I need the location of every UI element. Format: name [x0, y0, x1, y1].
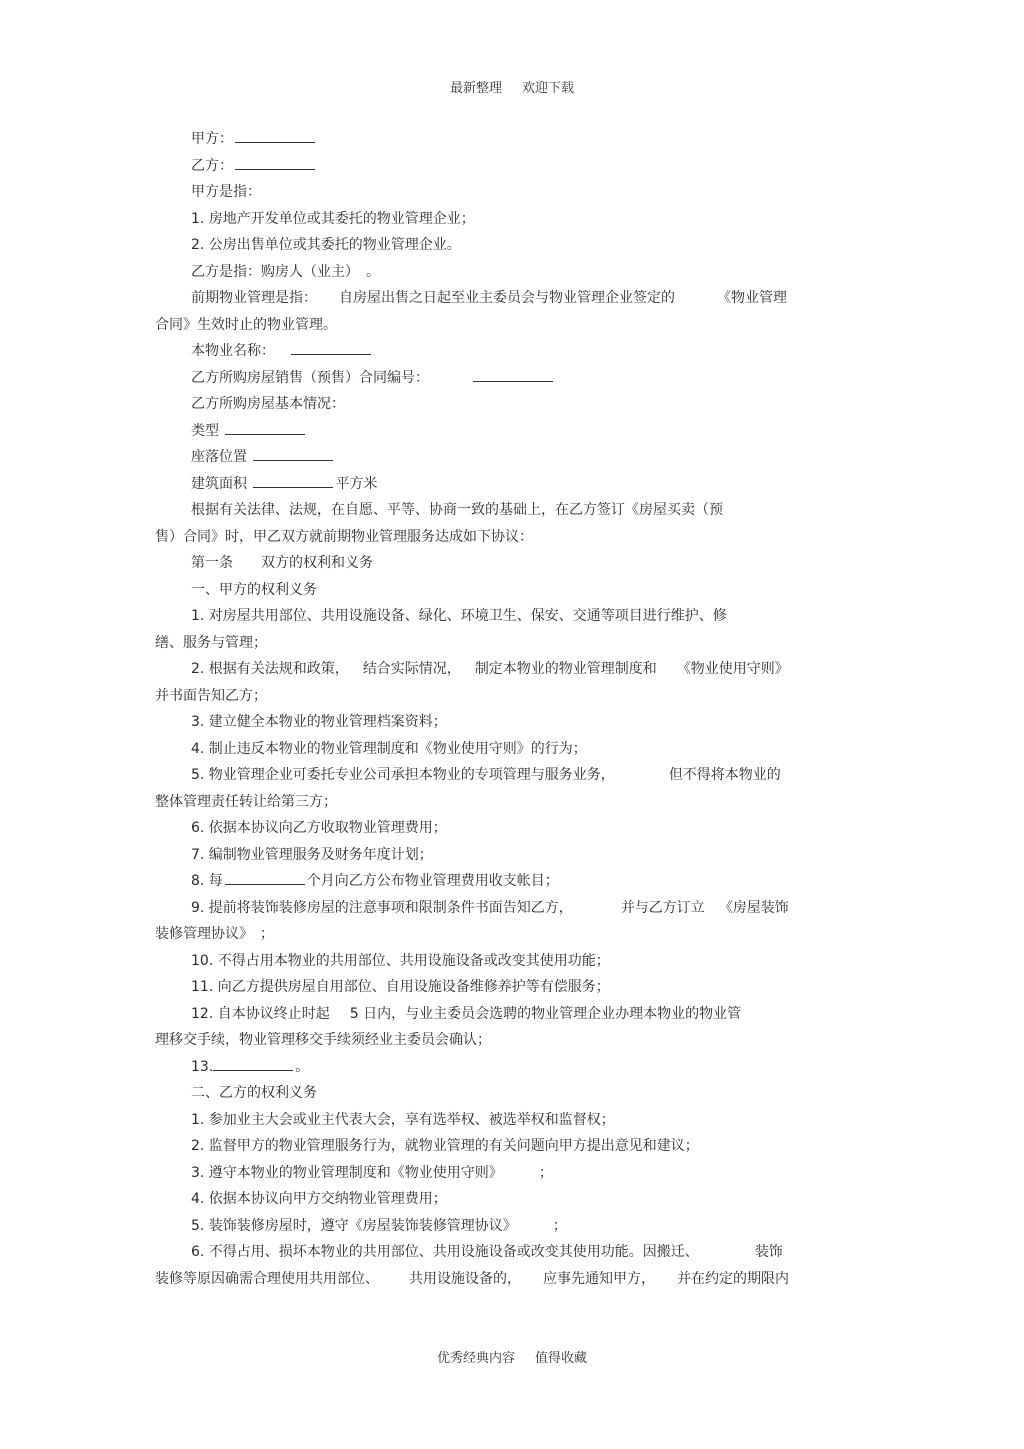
b-right-5 — [155, 1213, 875, 1240]
house-type-label: 类型 — [191, 422, 219, 439]
b-right-6-cont-part: 应事先通知甲方， — [543, 1270, 655, 1287]
party-b-line — [155, 153, 875, 180]
a-right-9-cont: 装修管理协议》 ； — [155, 926, 274, 942]
page-header — [0, 77, 1024, 96]
a-right-7: 7. 编制物业管理服务及财务年度计划； — [191, 846, 433, 863]
a-right-4: 4. 制止违反本物业的物业管理制度和《物业使用守则》的行为； — [191, 740, 587, 757]
a-right-8-blank — [225, 870, 305, 885]
house-area-unit: 平方米 — [335, 475, 378, 492]
a-right-5-part: 但不得将本物业的 — [668, 767, 781, 783]
page-footer — [0, 1347, 1024, 1366]
party-a-item-1: 1. 房地产开发单位或其委托的物业管理企业； — [191, 210, 475, 227]
a-right-10: 10. 不得占用本物业的共用部位、共用设施设备或改变其使用功能； — [191, 952, 610, 969]
article-1-number: 第一条 — [191, 555, 233, 571]
section-2-heading: 二、乙方的权利义务 — [191, 1085, 317, 1101]
a-right-5-part: 5. 物业管理企业可委托专业公司承担本物业的专项管理与服务业务， — [191, 767, 615, 783]
b-right-6-part: 6. 不得占用、损坏本物业的共用部位、共用设施设备或改变其使用功能。因搬迁、 — [191, 1244, 699, 1260]
basis-paragraph-cont: 售）合同》时，甲乙双方就前期物业管理服务达成如下协议： — [155, 528, 533, 545]
party-a-label: 甲方： — [191, 131, 233, 147]
party-a-item-2: 2. 公房出售单位或其委托的物业管理企业。 — [191, 237, 461, 253]
b-right-6-part: 装饰 — [754, 1244, 783, 1260]
a-right-11: 11. 向乙方提供房屋自用部位、自用设施设备维修养护等有偿服务； — [191, 979, 610, 995]
article-1-heading — [155, 550, 875, 577]
house-location-label: 座落位置 — [191, 449, 247, 465]
a-right-9 — [155, 895, 875, 922]
basis-paragraph: 根据有关法律、法规，在自愿、平等、协商一致的基础上，在乙方签订《房屋买卖（预 — [191, 502, 723, 518]
sales-contract-no-line — [155, 365, 875, 392]
a-right-5-cont: 整体管理责任转让给第三方； — [155, 793, 337, 810]
pre-def-part-3: 《物业管理 — [717, 290, 787, 306]
a-right-12 — [155, 1001, 875, 1028]
a-right-13 — [155, 1054, 875, 1081]
b-right-2: 2. 监督甲方的物业管理服务行为，就物业管理的有关问题向甲方提出意见和建议； — [191, 1138, 699, 1154]
b-right-1: 1. 参加业主大会或业主代表大会，享有选举权、被选举权和监督权； — [191, 1111, 615, 1128]
a-right-12-part: 12. 自本协议终止时起 — [191, 1005, 330, 1022]
house-area-blank — [253, 473, 333, 488]
a-right-2-part: 2. 根据有关法规和政策， — [191, 661, 349, 677]
a-right-6: 6. 依据本协议向乙方收取物业管理费用； — [191, 820, 447, 836]
b-right-5-part: ； — [552, 1217, 567, 1234]
property-name-blank — [291, 340, 371, 355]
a-right-2-part: 《物业使用守则》 — [676, 661, 789, 677]
header-right-text: 欢迎下载 — [522, 81, 575, 96]
a-right-1: 1. 对房屋共用部位、共用设施设备、绿化、环境卫生、保安、交通等项目进行维护、修 — [191, 608, 727, 624]
party-a-definition-heading: 甲方是指： — [191, 184, 261, 200]
a-right-9-part: 9. 提前将装饰装修房屋的注意事项和限制条件书面告知乙方， — [191, 899, 573, 916]
b-right-3-part: 3. 遵守本物业的物业管理制度和《物业使用守则》 — [191, 1164, 503, 1181]
a-right-9-part: 《房屋装饰 — [718, 899, 789, 916]
b-right-3-part: ； — [538, 1164, 553, 1181]
article-1-title: 双方的权利和义务 — [261, 555, 373, 571]
a-right-8-part: 个月向乙方公布物业管理费用收支帐目； — [306, 873, 559, 889]
pre-def-part-2: 自房屋出售之日起至业主委员会与物业管理企业签定的 — [339, 290, 675, 306]
agreement-body — [155, 126, 875, 1292]
a-right-13-blank — [213, 1056, 293, 1071]
house-info-heading: 乙方所购房屋基本情况： — [191, 396, 345, 412]
preliminary-management-definition — [155, 285, 875, 312]
house-type-line — [155, 418, 875, 445]
property-name-line — [155, 338, 875, 365]
a-right-2-part: 结合实际情况， — [362, 661, 461, 677]
house-area-line — [155, 471, 875, 498]
a-right-13-number: 13. — [191, 1058, 214, 1075]
property-name-label: 本物业名称： — [191, 343, 275, 359]
a-right-12-part: 5 日内，与业主委员会选聘的物业管理企业办理本物业的物业管 — [349, 1005, 742, 1022]
b-right-6-cont-part: 装修等原因确需合理使用共用部位、 — [155, 1270, 379, 1287]
party-a-line — [155, 126, 875, 153]
b-right-6-cont-part: 共用设施设备的， — [409, 1270, 521, 1287]
a-right-3: 3. 建立健全本物业的物业管理档案资料； — [191, 714, 447, 730]
party-b-label: 乙方： — [191, 157, 233, 174]
a-right-12-cont: 理移交手续，物业管理移交手续须经业主委员会确认； — [155, 1032, 491, 1048]
a-right-9-part: 并与乙方订立 — [620, 899, 705, 916]
house-area-label: 建筑面积 — [191, 475, 247, 492]
a-right-8 — [155, 868, 875, 895]
party-a-blank — [235, 128, 315, 143]
preliminary-management-definition-cont: 合同》生效时止的物业管理。 — [155, 316, 337, 333]
b-right-6-cont-part: 并在约定的期限内 — [677, 1270, 789, 1287]
party-b-blank — [235, 155, 315, 170]
section-1-heading: 一、甲方的权利义务 — [191, 581, 317, 598]
house-location-line — [155, 444, 875, 471]
a-right-2-part: 制定本物业的物业管理制度和 — [474, 661, 657, 677]
a-right-1-cont: 缮、服务与管理； — [155, 634, 267, 651]
house-type-blank — [225, 420, 305, 435]
party-b-definition: 乙方是指：购房人（业主） 。 — [191, 263, 380, 280]
b-right-6 — [155, 1239, 875, 1266]
sales-contract-no-label: 乙方所购房屋销售（预售）合同编号： — [191, 369, 429, 386]
a-right-2 — [155, 656, 875, 683]
b-right-3 — [155, 1160, 875, 1187]
a-right-2-cont: 并书面告知乙方； — [155, 687, 267, 704]
pre-def-part-1: 前期物业管理是指： — [191, 290, 317, 306]
b-right-5-part: 5. 装饰装修房屋时，遵守《房屋装饰装修管理协议》 — [191, 1217, 517, 1234]
house-location-blank — [253, 446, 333, 461]
a-right-5 — [155, 762, 875, 789]
footer-right-text: 值得收藏 — [535, 1351, 588, 1366]
b-right-6-cont — [155, 1266, 875, 1293]
b-right-4: 4. 依据本协议向甲方交纳物业管理费用； — [191, 1191, 447, 1207]
sales-contract-no-blank — [473, 367, 553, 382]
a-right-8-part: 8. 每 — [191, 873, 223, 889]
a-right-13-end: 。 — [295, 1058, 310, 1075]
header-left-text: 最新整理 — [449, 81, 502, 96]
footer-left-text: 优秀经典内容 — [436, 1351, 515, 1366]
